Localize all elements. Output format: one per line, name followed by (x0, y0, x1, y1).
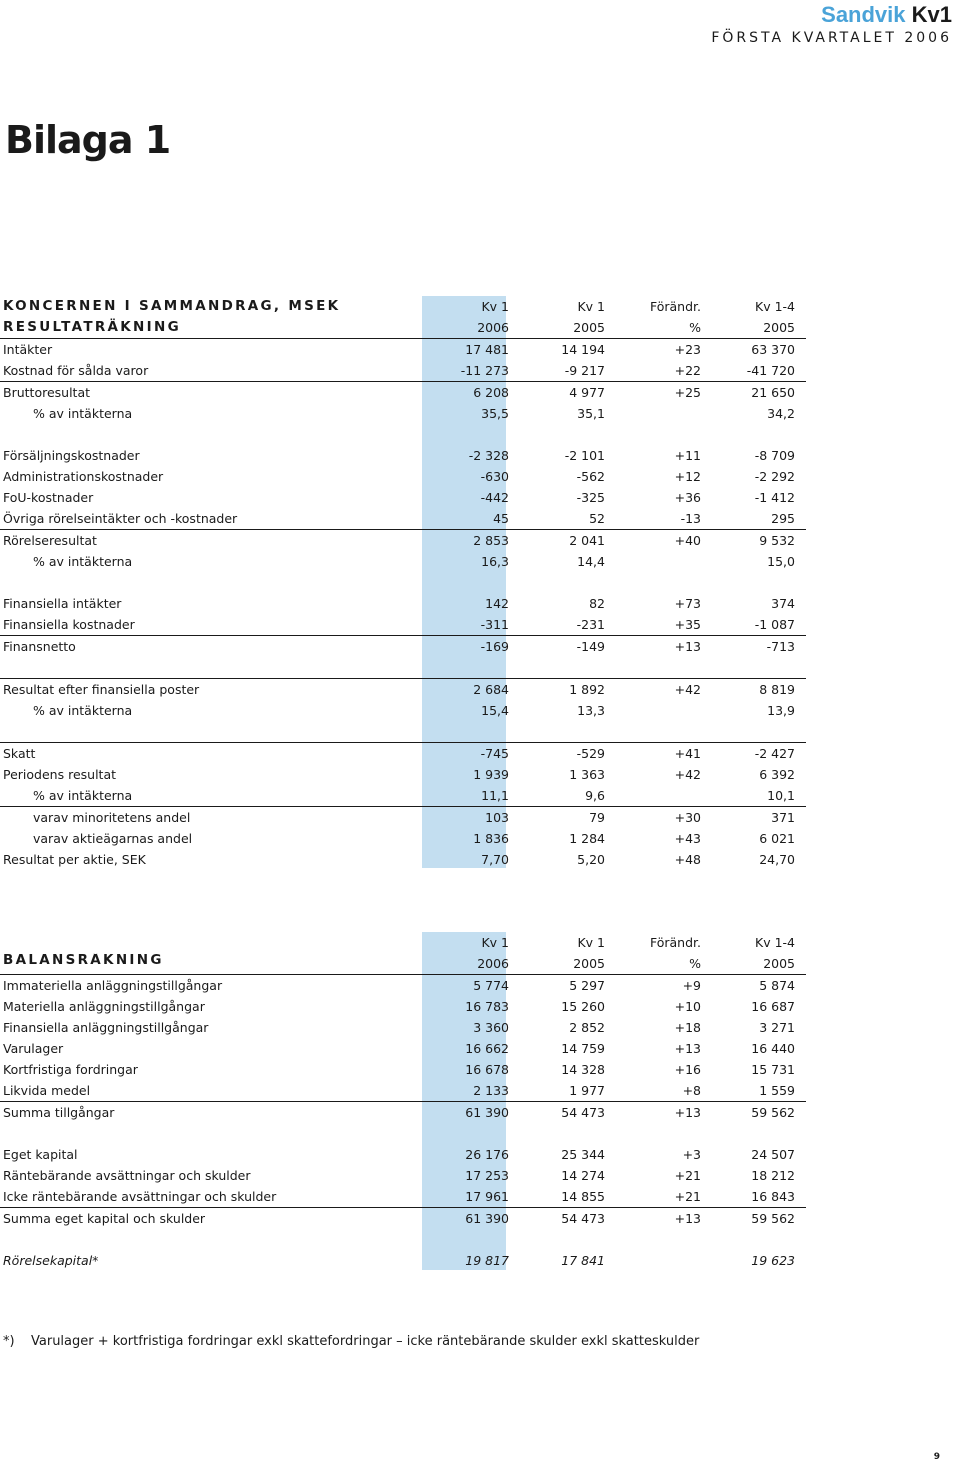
row-value: +21 (674, 1168, 701, 1183)
row-value (525, 1229, 621, 1250)
row-label: Övriga rörelseintäkter och -kostnader (0, 508, 425, 530)
row-value: 15 260 (561, 999, 605, 1014)
row-value (709, 572, 806, 593)
row-value: 59 562 (751, 1211, 795, 1226)
row-value: 25 344 (561, 1147, 605, 1162)
row-value: +11 (674, 448, 701, 463)
row-value: 61 390 (465, 1105, 509, 1120)
table-row (0, 975, 806, 997)
row-label: Kostnad för sålda varor (0, 360, 425, 382)
row-value: 1 939 (473, 767, 509, 782)
col-header: 2005 (525, 317, 621, 339)
table-row (0, 636, 806, 658)
spacer-row (0, 424, 806, 445)
row-value: 1 836 (473, 831, 509, 846)
row-value: -1 087 (709, 614, 806, 636)
row-value: 24,70 (759, 852, 795, 867)
row-value: 35,1 (577, 406, 605, 421)
row-value: 17 841 (561, 1253, 605, 1268)
row-value: 371 (771, 810, 795, 825)
row-label: varav aktieägarnas andel (33, 831, 193, 846)
row-value (525, 721, 621, 743)
table-row (0, 996, 806, 1017)
row-label: Rörelsekapital* (3, 1253, 99, 1268)
row-value (709, 1123, 806, 1144)
row-value: +23 (674, 342, 701, 357)
row-value: 11,1 (425, 785, 525, 807)
row-value: -562 (576, 469, 605, 484)
report-subtitle: FÖRSTA KVARTALET 2006 (711, 30, 952, 46)
row-value: 16 440 (751, 1041, 795, 1056)
row-label: Kortfristiga fordringar (3, 1062, 138, 1077)
row-value: 4 977 (569, 385, 605, 400)
row-value: 3 360 (473, 1020, 509, 1035)
row-value: -442 (480, 490, 509, 505)
row-value (621, 572, 709, 593)
col-header: Förändr. (649, 299, 701, 314)
row-value: 45 (425, 508, 525, 530)
row-value: +10 (674, 999, 701, 1014)
row-value: +36 (674, 490, 701, 505)
row-value (709, 1229, 806, 1250)
table-row (0, 700, 806, 721)
col-header: % (621, 317, 709, 339)
table-row (0, 487, 806, 508)
row-value: 59 562 (751, 1105, 795, 1120)
row-value: -8 709 (754, 448, 795, 463)
table-row (0, 1038, 806, 1059)
income-header-row-2 (0, 317, 806, 339)
row-label: Rörelseresultat (3, 533, 97, 548)
row-value: 5 774 (473, 978, 509, 993)
col-header: Kv 1 (577, 299, 605, 314)
col-header: Kv 1 (481, 935, 509, 950)
row-value: +18 (674, 1020, 701, 1035)
row-value: -311 (425, 614, 525, 636)
col-header: 2005 (709, 953, 806, 975)
table-row (0, 1102, 806, 1124)
row-label: Resultat per aktie, SEK (3, 852, 146, 867)
row-value: 2 684 (473, 682, 509, 697)
row-label: Icke räntebärande avsättningar och skulder (0, 1186, 425, 1208)
row-value: 2 853 (473, 533, 509, 548)
col-header: Kv 1 (577, 935, 605, 950)
row-value: 7,70 (481, 852, 509, 867)
footnote-text: Varulager + kortfristiga fordringar exkl skattefordringar – icke räntebärande skulder exkl skatteskulder (31, 1334, 700, 1349)
row-value (621, 1229, 709, 1250)
row-label: Varulager (3, 1041, 64, 1056)
row-value: 82 (589, 596, 605, 611)
row-value: +30 (674, 810, 701, 825)
row-value: +16 (674, 1062, 701, 1077)
row-value: 16 687 (751, 999, 795, 1014)
row-label: Summa eget kapital och skulder (3, 1211, 206, 1226)
table-row (0, 1080, 806, 1102)
income-header-row-1 (0, 296, 806, 317)
table-row (0, 551, 806, 572)
row-value: 6 208 (473, 385, 509, 400)
row-value: +43 (674, 831, 701, 846)
row-value (621, 1250, 709, 1271)
row-label (0, 572, 425, 593)
table-row (0, 1017, 806, 1038)
brand-logo (711, 2, 952, 28)
row-value (621, 403, 709, 424)
row-value: 21 650 (751, 385, 795, 400)
row-value: 374 (771, 596, 795, 611)
row-label: Bruttoresultat (3, 385, 91, 400)
section-title: BALANSRÄKNING (0, 953, 425, 975)
spacer-row (0, 721, 806, 743)
row-value: 63 370 (751, 342, 795, 357)
row-value: -745 (480, 746, 509, 761)
row-value: 17 961 (425, 1186, 525, 1208)
table-row (0, 614, 806, 636)
col-header: 2006 (425, 953, 525, 975)
row-value: +35 (621, 614, 709, 636)
row-value: 13,3 (577, 703, 605, 718)
row-value: -9 217 (525, 360, 621, 382)
row-value: +13 (674, 639, 701, 654)
row-value: -1 412 (754, 490, 795, 505)
row-value (425, 657, 525, 679)
row-value: 6 021 (759, 831, 795, 846)
table-row (0, 1165, 806, 1186)
row-value: 8 819 (759, 682, 795, 697)
row-value: -11 273 (425, 360, 525, 382)
row-value: 10,1 (709, 785, 806, 807)
row-value: -2 292 (754, 469, 795, 484)
row-value (621, 657, 709, 679)
row-value: 19 817 (465, 1253, 509, 1268)
row-value: -169 (480, 639, 509, 654)
row-label: Materiella anläggningstillgångar (3, 999, 205, 1014)
col-header: 2005 (525, 953, 621, 975)
table-row (0, 679, 806, 701)
row-value (425, 424, 525, 445)
row-value: +25 (674, 385, 701, 400)
spacer-row (0, 572, 806, 593)
table-row (0, 785, 806, 807)
row-value: 14 328 (561, 1062, 605, 1077)
row-value: 142 (485, 596, 509, 611)
row-value: 16 843 (709, 1186, 806, 1208)
row-value: 9,6 (525, 785, 621, 807)
row-value: 24 507 (751, 1147, 795, 1162)
row-label: Försäljningskostnader (3, 448, 140, 463)
table-row (0, 807, 806, 829)
row-label: Skatt (3, 746, 36, 761)
col-header: 2005 (709, 317, 806, 339)
table-row (0, 764, 806, 785)
row-label: Finansiella kostnader (0, 614, 425, 636)
table-row (0, 382, 806, 404)
row-value: 54 473 (561, 1211, 605, 1226)
report-header (711, 2, 952, 48)
row-value: 14 759 (561, 1041, 605, 1056)
row-label: % av intäkterna (33, 406, 133, 421)
row-value: +13 (674, 1211, 701, 1226)
row-value: -630 (480, 469, 509, 484)
row-value (525, 657, 621, 679)
row-value (425, 1123, 525, 1144)
spacer-row (0, 1123, 806, 1144)
row-label: Räntebärande avsättningar och skulder (3, 1168, 251, 1183)
row-value (709, 657, 806, 679)
row-value: -529 (576, 746, 605, 761)
row-label: Resultat efter finansiella poster (3, 682, 200, 697)
row-value: 79 (589, 810, 605, 825)
row-value: +9 (682, 978, 701, 993)
row-value: +73 (674, 596, 701, 611)
row-value: +42 (674, 682, 701, 697)
row-label (0, 1229, 425, 1250)
row-value: 34,2 (767, 406, 795, 421)
row-value: -13 (621, 508, 709, 530)
footnote-mark: *) (3, 1334, 15, 1349)
row-label (0, 721, 425, 743)
row-value: 14 274 (561, 1168, 605, 1183)
spacer-row (0, 657, 806, 679)
row-label: Likvida medel (0, 1080, 425, 1102)
row-value: 26 176 (465, 1147, 509, 1162)
row-value (621, 424, 709, 445)
row-value: 2 041 (569, 533, 605, 548)
row-value: 1 284 (569, 831, 605, 846)
row-value: 61 390 (465, 1211, 509, 1226)
balance-header-row-2 (0, 953, 806, 975)
row-value: 2 852 (569, 1020, 605, 1035)
row-value: -149 (576, 639, 605, 654)
section-title: RESULTATRÄKNING (0, 317, 425, 339)
row-value (525, 424, 621, 445)
row-value: -2 427 (754, 746, 795, 761)
row-value: 1 892 (569, 682, 605, 697)
row-label: Administrationskostnader (3, 469, 164, 484)
row-label: FoU-kostnader (3, 490, 94, 505)
table-row (0, 1144, 806, 1165)
row-value: 15,0 (767, 554, 795, 569)
row-value: 15 731 (751, 1062, 795, 1077)
row-value: 15,4 (481, 703, 509, 718)
row-value: +13 (674, 1105, 701, 1120)
row-value: 17 481 (465, 342, 509, 357)
section-title: KONCERNEN I SAMMANDRAG, MSEK (3, 298, 341, 314)
row-value (525, 572, 621, 593)
row-value: 9 532 (759, 533, 795, 548)
row-value: 16 783 (465, 999, 509, 1014)
row-value: +21 (621, 1186, 709, 1208)
row-value: 14 194 (561, 342, 605, 357)
row-value: 5 874 (759, 978, 795, 993)
row-value (621, 785, 709, 807)
col-header: Kv 1 (481, 299, 509, 314)
table-row (0, 466, 806, 487)
row-value (621, 1123, 709, 1144)
table-row (0, 1059, 806, 1080)
row-value (425, 1229, 525, 1250)
row-value: 16,3 (481, 554, 509, 569)
row-value (425, 572, 525, 593)
col-header: Förändr. (649, 935, 701, 950)
table-row (0, 743, 806, 765)
table-row (0, 849, 806, 870)
row-value: 16 678 (465, 1062, 509, 1077)
row-value: -41 720 (709, 360, 806, 382)
row-label: varav minoritetens andel (33, 810, 191, 825)
row-value: +12 (674, 469, 701, 484)
row-label: % av intäkterna (33, 554, 133, 569)
page-number: 9 (933, 1452, 940, 1462)
row-value: +3 (682, 1147, 701, 1162)
row-value (621, 551, 709, 572)
balance-header-row-1 (0, 932, 806, 953)
row-value: -325 (576, 490, 605, 505)
row-value: +42 (674, 767, 701, 782)
row-value: +8 (621, 1080, 709, 1102)
row-value: 54 473 (561, 1105, 605, 1120)
row-label: Immateriella anläggningstillgångar (3, 978, 223, 993)
row-value: 3 271 (759, 1020, 795, 1035)
row-value: 14 855 (525, 1186, 621, 1208)
row-value: 1 559 (709, 1080, 806, 1102)
row-value: -231 (525, 614, 621, 636)
row-label: Intäkter (3, 342, 53, 357)
row-value: 5 297 (569, 978, 605, 993)
table-row (0, 360, 806, 382)
footnote (3, 1334, 699, 1349)
table-row (0, 828, 806, 849)
income-statement-table (0, 296, 806, 870)
table-row (0, 339, 806, 361)
table-row (0, 1186, 806, 1208)
row-value: +22 (621, 360, 709, 382)
table-row (0, 403, 806, 424)
page-title: Bilaga 1 (5, 118, 171, 162)
row-value: -2 328 (468, 448, 509, 463)
row-value: 295 (709, 508, 806, 530)
row-value: 52 (525, 508, 621, 530)
balance-sheet-table (0, 932, 806, 1271)
row-value (709, 424, 806, 445)
row-value: +40 (674, 533, 701, 548)
table-row (0, 530, 806, 552)
table-row (0, 1208, 806, 1230)
spacer-row (0, 1229, 806, 1250)
table-row (0, 1250, 806, 1271)
row-value: 17 253 (465, 1168, 509, 1183)
table-row (0, 593, 806, 614)
row-value: 35,5 (481, 406, 509, 421)
row-value: 6 392 (759, 767, 795, 782)
row-label: Finansnetto (3, 639, 76, 654)
col-header: Kv 1-4 (755, 299, 795, 314)
row-label: Eget kapital (3, 1147, 78, 1162)
row-label: Finansiella anläggningstillgångar (3, 1020, 209, 1035)
row-value: 13,9 (767, 703, 795, 718)
row-value (425, 721, 525, 743)
brand-quarter: Kv1 (911, 2, 952, 27)
row-value (621, 700, 709, 721)
row-value: -2 101 (564, 448, 605, 463)
row-value (621, 721, 709, 743)
row-value: +13 (674, 1041, 701, 1056)
col-header: % (621, 953, 709, 975)
row-value: -713 (766, 639, 795, 654)
table-row (0, 445, 806, 466)
row-label (0, 424, 425, 445)
row-value: 18 212 (751, 1168, 795, 1183)
row-value: 2 133 (425, 1080, 525, 1102)
row-label (0, 1123, 425, 1144)
row-label: Summa tillgångar (3, 1105, 115, 1120)
row-value (525, 1123, 621, 1144)
row-value: 1 977 (525, 1080, 621, 1102)
brand-name: Sandvik (821, 2, 906, 27)
row-label: Periodens resultat (3, 767, 117, 782)
row-value: 16 662 (465, 1041, 509, 1056)
col-header: 2006 (425, 317, 525, 339)
row-value: 1 363 (569, 767, 605, 782)
table-row (0, 508, 806, 530)
col-header: Kv 1-4 (755, 935, 795, 950)
row-value: 5,20 (577, 852, 605, 867)
row-value: +48 (674, 852, 701, 867)
row-value: 19 623 (751, 1253, 795, 1268)
row-value: 103 (485, 810, 509, 825)
row-value (709, 721, 806, 743)
row-value: +41 (674, 746, 701, 761)
row-value: 14,4 (577, 554, 605, 569)
row-label: % av intäkterna (33, 703, 133, 718)
row-label: % av intäkterna (0, 785, 425, 807)
row-label (0, 657, 425, 679)
row-label: Finansiella intäkter (3, 596, 122, 611)
